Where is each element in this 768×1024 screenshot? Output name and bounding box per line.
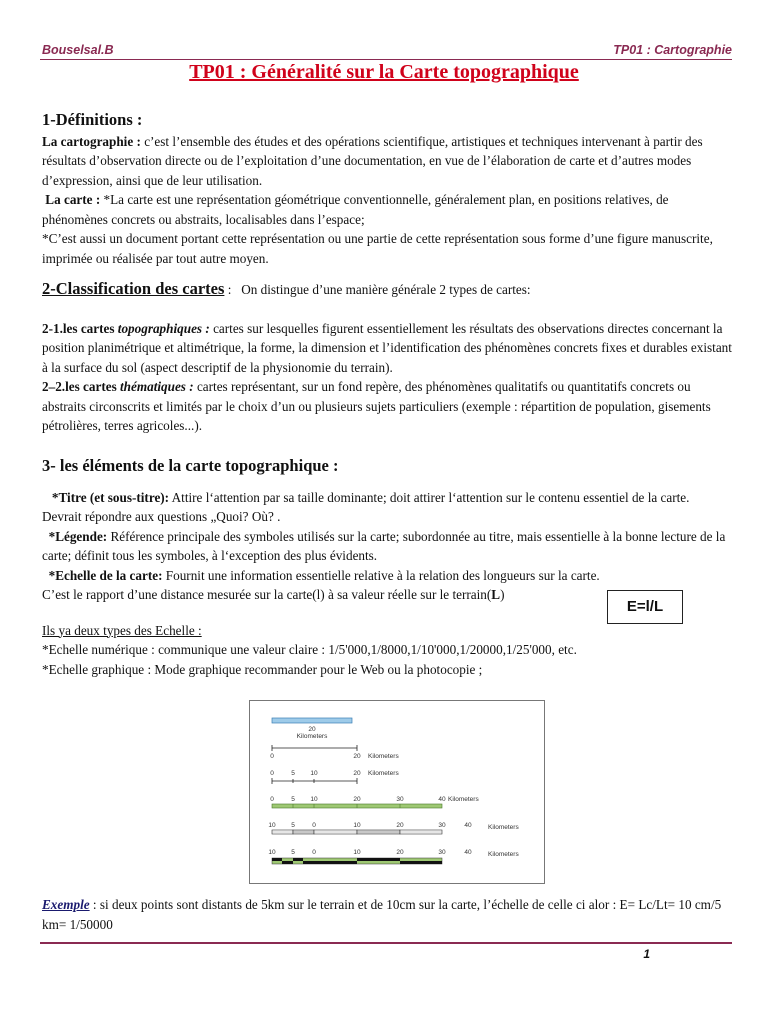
topo-term: topographiques : — [117, 320, 210, 336]
topo-maps-paragraph — [42, 319, 732, 378]
scale-bar-4-label-20: 20 — [353, 796, 361, 803]
scale-bar-5-label-0: 0 — [312, 822, 316, 829]
scale-bars-svg — [250, 701, 544, 883]
section-elements — [42, 456, 732, 679]
scale-bar-5-label-10: 10 — [353, 822, 361, 829]
section2-heading-row — [42, 279, 732, 300]
scale-bar-2-label-0: 0 — [270, 753, 274, 760]
scale-bar-1-unit: Kilometers — [296, 733, 328, 740]
section1-heading: 1-Définitions : — [42, 110, 143, 129]
scale-bar-4-label-40: 40 — [438, 796, 446, 803]
scale-bar-3-label-0: 0 — [270, 770, 274, 777]
them-text: cartes représentant, sur un fond repère, des phénomènes qualitatifs ou quantitatifs concrets ou abstraits circonscrits et limités par le choix d’un ou plusieurs sujets particuliers (exemple : répartition de population, gisements pétrolières, terres agricoles...). — [42, 379, 711, 433]
types-heading: Ils ya deux types des Echelle : — [42, 622, 202, 638]
section3-heading: 3- les éléments de la carte topographique : — [42, 456, 339, 475]
page-title — [0, 61, 768, 84]
scale-bar-3 — [272, 778, 357, 784]
echelle-paragraph — [42, 566, 732, 586]
footer-divider — [40, 942, 732, 944]
scale-bar-5-label-10l: 10 — [268, 822, 276, 829]
example-paragraph — [42, 895, 732, 934]
scale-bar-6-label-20: 20 — [396, 849, 404, 856]
section2-colon: : — [224, 282, 232, 297]
definition-carte-2: *C’est aussi un document portant cette représentation ou une partie de cette représentation sous forme d’une figure manuscrite, imprimée ou réalisée par tout autre moyen. — [42, 231, 713, 266]
header-author: Bouselsal.B — [42, 43, 114, 57]
rapport-end: ) — [500, 587, 505, 602]
scale-bar-4-label-0: 0 — [270, 796, 274, 803]
definition-cartographie — [42, 132, 732, 191]
scale-bar-2-label-20: 20 — [353, 753, 361, 760]
them-term: thématiques : — [120, 379, 194, 394]
cartographie-text: c’est l’ensemble des études et des opérations scientifique, artistiques et techniques intervenant à partir des résultats d’observation directe ou de l’exploitation d’une documentation, en vue de l’élaboration de carte et d’autres modes d’expression, ainsi que de leur utilisation. — [42, 133, 703, 188]
scale-bar-3-label-5: 5 — [291, 770, 295, 777]
titre-text: Attire l‘attention par sa taille dominante; doit attirer l‘attention sur le contenu essentiel de la carte. Devrait répondre aux questions „Quoi? Où? . — [42, 489, 690, 524]
titre-paragraph — [42, 488, 732, 527]
legende-text: Référence principale des symboles utilisés sur la carte; subordonnée au titre, mais essentielle à la bonne lecture de la carte; définit tous les symboles, à l‘exception des plus évidents. — [42, 528, 726, 563]
header-divider — [40, 59, 732, 60]
scale-bar-5 — [272, 830, 442, 834]
formula-text: E=l/L — [626, 598, 664, 615]
echelle-term: *Echelle de la carte: — [48, 567, 163, 583]
section2-heading: 2-Classification des cartes — [42, 279, 225, 298]
scale-bar-4-unit: Kilometers — [448, 796, 479, 803]
page-number: 1 — [643, 947, 650, 961]
definition-carte — [42, 190, 732, 229]
them-prefix: 2–2.les cartes — [42, 379, 120, 394]
echelle-numerique: *Echelle numérique : communique une valeur claire : 1/5'000,1/8000,1/10'000,1/20000,1/25'000, etc. — [42, 642, 577, 657]
topo-text: cartes sur lesquelles figurent essentiellement les résultats des observations directes concernant la position planimétrique et altimétrique, la forme, la dimension et l’identification des phénomènes concrets fixes et durables existant à la surface du sol (aspect descriptif de la physionomie du terrain). — [42, 320, 732, 375]
scale-bar-4-label-5: 5 — [291, 796, 295, 803]
carte-text: *La carte est une représentation géométrique conventionnelle, généralement plan, en positions relatives, de phénomènes concrets ou abstraits, localisables dans l’espace; — [42, 192, 669, 227]
scale-bar-2 — [272, 745, 357, 751]
example-label: Exemple — [42, 897, 90, 912]
section2-intro: On distingue d’une manière générale 2 types de cartes: — [241, 282, 531, 297]
scale-bar-3-label-20: 20 — [353, 770, 361, 777]
scale-bars-figure — [249, 700, 545, 884]
scale-bar-6-unit: Kilometers — [488, 851, 519, 858]
formula-box — [607, 590, 683, 624]
scale-bar-5-unit: Kilometers — [488, 824, 519, 831]
example-colon: : — [89, 897, 97, 912]
scale-bar-4-label-30: 30 — [396, 796, 404, 803]
section-classification — [42, 279, 732, 436]
scale-bar-3-label-10: 10 — [310, 770, 318, 777]
scale-bar-5-label-30: 30 — [438, 822, 446, 829]
echelle-graphique: *Echelle graphique : Mode graphique recommander pour le Web ou la photocopie ; — [42, 661, 483, 677]
scale-bar-6-label-30: 30 — [438, 849, 446, 856]
header-course: TP01 : Cartographie — [613, 43, 732, 57]
scale-bar-6-label-5: 5 — [291, 849, 295, 856]
page-title-text: TP01 : Généralité sur la Carte topographique — [189, 61, 579, 83]
topo-prefix: 2-1.les cartes — [42, 320, 118, 336]
scale-bar-3-unit: Kilometers — [368, 770, 399, 777]
legende-term: *Légende: — [48, 528, 108, 544]
scale-bar-4-label-10: 10 — [310, 796, 318, 803]
titre-term: *Titre (et sous-titre): — [51, 489, 170, 505]
scale-bar-6-label-10: 10 — [353, 849, 361, 856]
scale-bar-1 — [272, 718, 352, 723]
thematic-maps-paragraph — [42, 377, 732, 436]
scale-bar-5-label-40: 40 — [464, 822, 472, 829]
scale-bar-6-label-40: 40 — [464, 849, 472, 856]
rapport-L: L — [491, 587, 501, 602]
scale-bar-5-label-20: 20 — [396, 822, 404, 829]
scale-bar-2-unit: Kilometers — [368, 753, 399, 760]
echelle-text: Fournit une information essentielle relative à la relation des longueurs sur la carte. — [162, 567, 600, 583]
scale-bar-5-label-5: 5 — [291, 822, 295, 829]
section-definitions — [42, 110, 732, 268]
carte-term: La carte : — [45, 192, 101, 207]
scale-bar-6-label-0: 0 — [312, 849, 316, 856]
scale-bar-1-value: 20 — [308, 726, 316, 733]
scale-bar-6 — [272, 858, 442, 864]
cartographie-term: La cartographie : — [42, 133, 141, 149]
legende-paragraph — [42, 527, 732, 566]
scale-bar-6-label-10l: 10 — [268, 849, 276, 856]
example-text: si deux points sont distants de 5km sur le terrain et de 10cm sur la carte, l’échelle de celle ci alor : E= Lc/Lt= 10 cm/5 km= 1/50000 — [42, 897, 722, 932]
rapport-text: C’est le rapport d’une distance mesurée sur la carte(l) à sa valeur réelle sur le terrain( — [42, 587, 492, 602]
